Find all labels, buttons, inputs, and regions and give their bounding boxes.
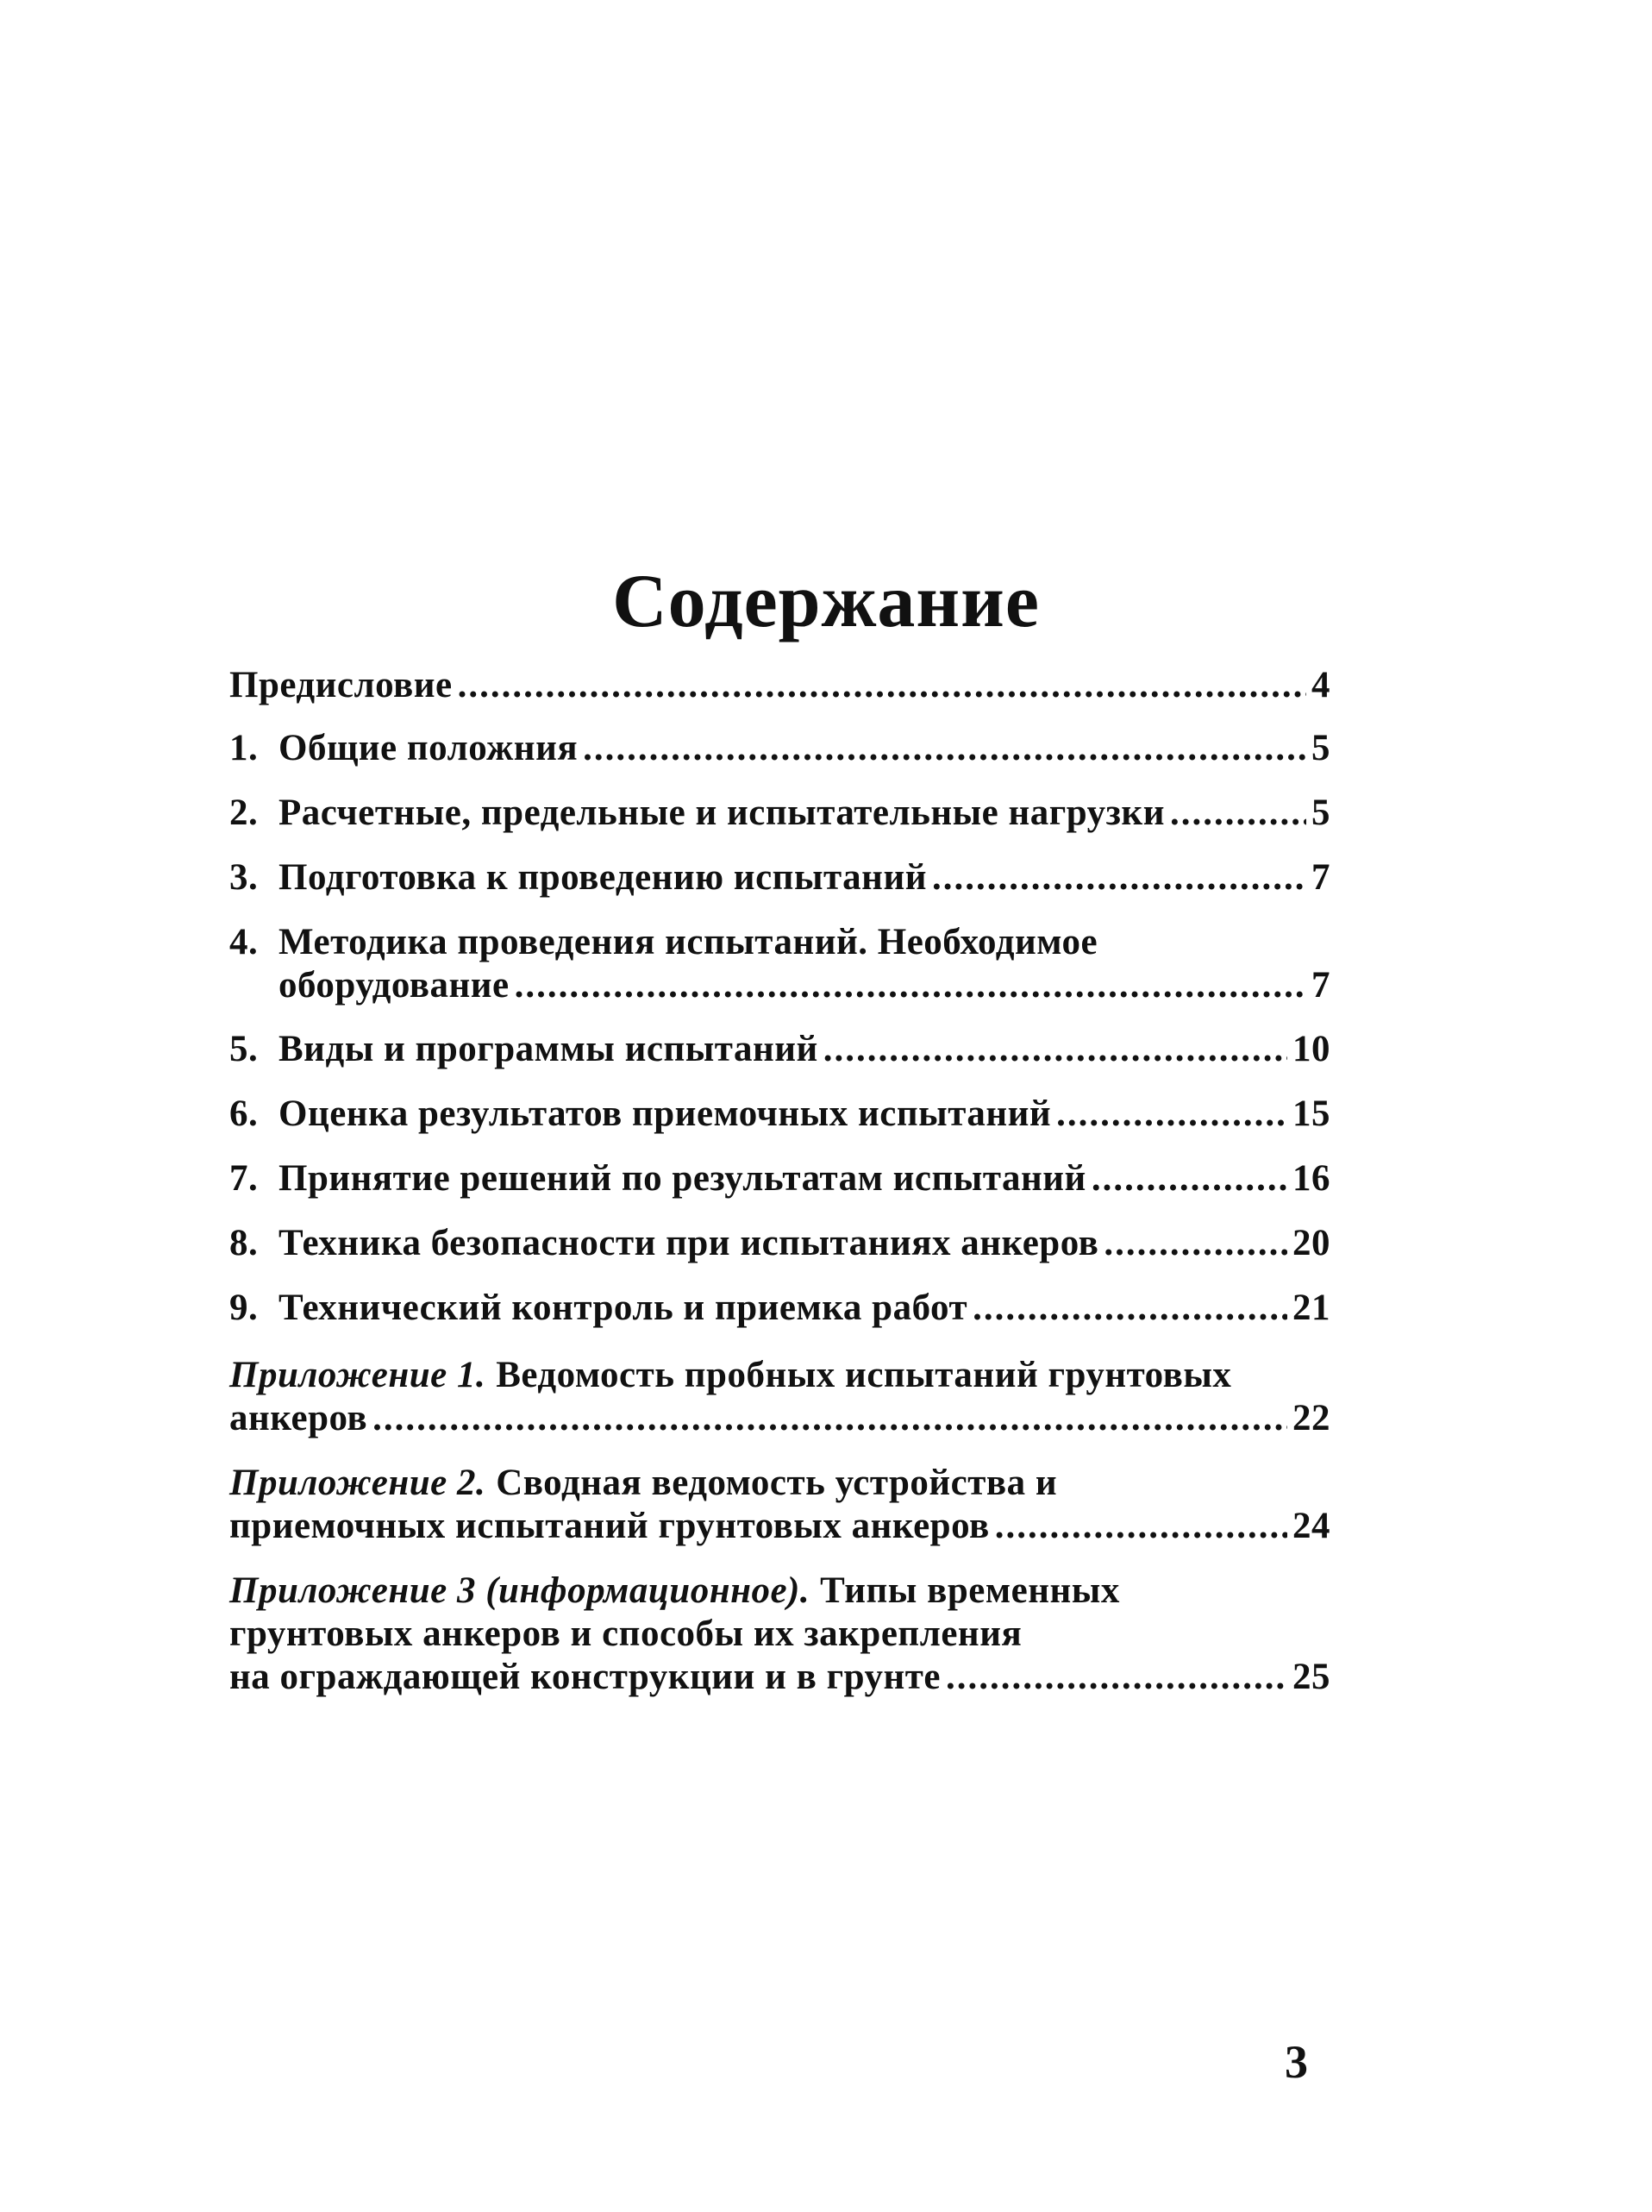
toc-appendix-1[interactable]	[229, 1354, 1330, 1440]
toc-page-number: 15	[1292, 1093, 1330, 1134]
toc-entry-3[interactable]	[229, 856, 1330, 899]
dot-leader	[1104, 1222, 1287, 1265]
toc-page-number: 10	[1292, 1029, 1330, 1069]
toc-entry-text: Принятие решений по результатам испытаний	[278, 1158, 1086, 1199]
dot-leader	[973, 1287, 1287, 1330]
dot-leader	[1170, 792, 1306, 835]
toc-entry-text: Оценка результатов приемочных испытаний	[278, 1093, 1052, 1134]
toc-entry-2[interactable]	[229, 792, 1330, 835]
dot-leader	[946, 1656, 1287, 1699]
toc-entry-number: 6.	[229, 1093, 259, 1134]
toc-entry-text: Расчетные, предельные и испытательные нагрузки	[278, 793, 1165, 833]
toc-entry-text: Технический контроль и приемка работ	[278, 1288, 968, 1328]
dot-leader	[995, 1505, 1287, 1548]
toc-entry-text: Методика проведения испытаний. Необходимое	[278, 922, 1098, 962]
dot-leader	[583, 727, 1306, 770]
toc-entry-number: 7.	[229, 1158, 259, 1199]
toc-entry-text-continued: оборудование	[278, 965, 510, 1006]
toc-entry-text: Ведомость пробных испытаний грунтовых	[496, 1355, 1232, 1395]
toc-page-number: 7	[1311, 857, 1330, 898]
toc-entry-text-continued: приемочных испытаний грунтовых анкеров	[229, 1506, 990, 1546]
toc-entry-preface[interactable]	[229, 664, 1330, 707]
toc-entry-text-continued: грунтовых анкеров и способы их закрепления	[229, 1614, 1023, 1654]
appendix-label: Приложение 3 (информационное).	[229, 1570, 810, 1611]
dot-leader	[372, 1397, 1287, 1440]
toc-entry-number: 4.	[229, 922, 259, 962]
toc-entry-text: Подготовка к проведению испытаний	[278, 857, 927, 898]
toc-entry-5[interactable]	[229, 1028, 1330, 1071]
page-title: Содержание	[612, 559, 1040, 643]
toc-page-number: 5	[1311, 793, 1330, 833]
toc-entry-text: Предисловие	[229, 665, 453, 705]
toc-entry-8[interactable]	[229, 1222, 1330, 1265]
toc-entry-number: 5.	[229, 1029, 259, 1069]
toc-entry-text: Виды и программы испытаний	[278, 1029, 818, 1069]
toc-appendix-3[interactable]	[229, 1570, 1330, 1699]
toc-page-number: 20	[1292, 1223, 1330, 1263]
toc-entry-text: Общие положния	[278, 728, 579, 768]
page-number: 3	[1285, 2036, 1308, 2088]
dot-leader	[932, 856, 1306, 899]
toc-page-number: 22	[1292, 1398, 1330, 1438]
toc-entry-text-continued: анкеров	[229, 1398, 368, 1438]
toc-entry-7[interactable]	[229, 1157, 1330, 1200]
toc-entry-4[interactable]	[229, 921, 1330, 1007]
toc-appendix-2[interactable]	[229, 1462, 1330, 1548]
toc-entry-1[interactable]	[229, 727, 1330, 770]
toc-page-number: 24	[1292, 1506, 1330, 1546]
toc-entry-text: Сводная ведомость устройства и	[496, 1463, 1058, 1503]
toc-entry-number: 8.	[229, 1223, 259, 1263]
toc-entry-number: 9.	[229, 1288, 259, 1328]
toc-entry-text-continued: на ограждающей конструкции и в грунте	[229, 1657, 941, 1697]
toc-page-number: 4	[1311, 665, 1330, 705]
toc-entry-text: Типы временных	[820, 1570, 1120, 1611]
toc-page-number: 25	[1292, 1657, 1330, 1697]
toc-entry-9[interactable]	[229, 1287, 1330, 1330]
dot-leader	[823, 1028, 1287, 1071]
toc-page-number: 5	[1311, 728, 1330, 768]
dot-leader	[515, 964, 1306, 1007]
appendix-label: Приложение 1.	[229, 1355, 486, 1395]
toc-entry-number: 3.	[229, 857, 259, 898]
toc-entry-number: 1.	[229, 728, 259, 768]
toc-page-number: 21	[1292, 1288, 1330, 1328]
toc-entry-number: 2.	[229, 793, 259, 833]
toc-entry-6[interactable]	[229, 1093, 1330, 1136]
dot-leader	[1056, 1093, 1287, 1136]
appendix-label: Приложение 2.	[229, 1463, 486, 1503]
toc-page-number: 7	[1311, 965, 1330, 1006]
dot-leader	[1092, 1157, 1287, 1200]
dot-leader	[458, 664, 1306, 707]
toc-entry-text: Техника безопасности при испытаниях анкеров	[278, 1223, 1099, 1263]
toc-page-number: 16	[1292, 1158, 1330, 1199]
